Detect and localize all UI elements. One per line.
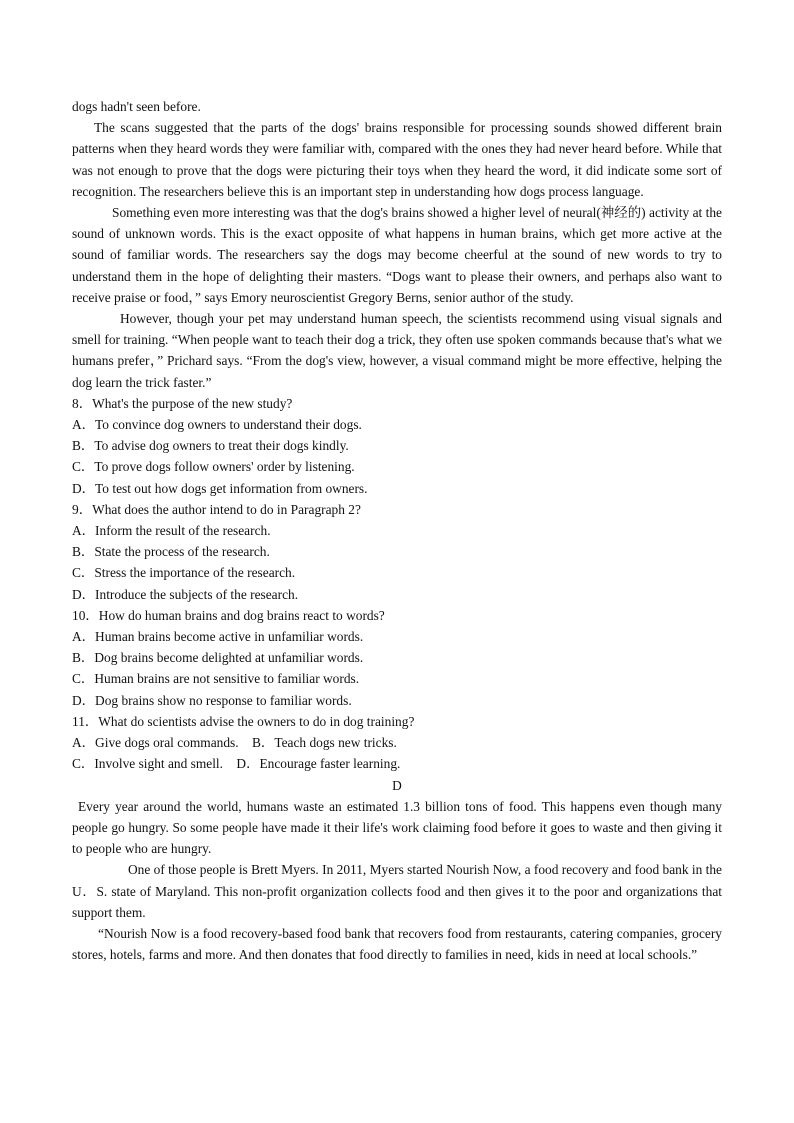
paragraph-training-advice: However, though your pet may understand human speech, the scientists recommend using visual signals and smell for training. “When people want to teach their dog a trick, they often use spoken commands because that's what we humans prefer，” Prichard says. “From the dog's view, however, a visual command might be more effective, helping the dog learn the trick faster.” [72,311,722,390]
options-row-cd: C．Involve sight and smell. D．Encourage faster learning. [72,756,401,772]
option-a: A．Human brains become active in unfamiliar words. [72,629,364,645]
question-8 [72,393,722,499]
document-page [72,96,722,965]
paragraph-nourish-now-quote: “Nourish Now is a food recovery-based food bank that recovers food from restaurants, catering companies, grocery stores, hotels, farms and more. And then donates that food directly to families in need, kids in need at local schools.” [72,925,722,963]
options-row-ab: A．Give dogs oral commands. B．Teach dogs new tricks. [72,735,397,751]
option-b: B．State the process of the research. [72,544,270,560]
paragraph-brett-myers: One of those people is Brett Myers. In 2011, Myers started Nourish Now, a food recovery and food bank in the U．S. state of Maryland. This non-profit organization collects food and then gives it to the poor and organizations that support them. [72,862,723,920]
option-c: C．To prove dogs follow owners' order by listening. [72,459,355,475]
question-11 [72,711,722,775]
option-d: D．To test out how dogs get information from owners. [72,480,368,496]
question-stem: 9．What does the author intend to do in Paragraph 2? [72,501,361,517]
question-stem: 10．How do human brains and dog brains react to words? [72,607,385,623]
paragraph-food-waste: Every year around the world, humans waste an estimated 1.3 billion tons of food. This happens even though many people go hungry. So some people have made it their life's work claiming food before it goes to waste and then giving it to people who are hungry. [72,798,722,857]
option-a: A．To convince dog owners to understand their dogs. [72,417,362,433]
option-b: B．Dog brains become delighted at unfamiliar words. [72,650,364,666]
option-c: C．Stress the importance of the research. [72,565,296,581]
section-heading-d: D [392,777,402,793]
option-a: A．Inform the result of the research. [72,523,271,539]
paragraph-continuation: dogs hadn't seen before. [72,99,201,114]
question-10 [72,605,722,711]
paragraph-scans: The scans suggested that the parts of the dogs' brains responsible for processing sounds showed different brain patterns when they heard words they were familiar with, compared with the ones they had never heard before. While that was not enough to prove that the dogs were picturing their toys when they heard the word, it did indicate some sort of recognition. The researchers believe this is an important step in understanding how dogs process language. [72,120,722,199]
question-stem: 8．What's the purpose of the new study? [72,395,293,411]
option-d: D．Introduce the subjects of the research. [72,586,299,602]
question-9 [72,499,722,605]
option-c: C．Human brains are not sensitive to familiar words. [72,671,360,687]
question-stem: 11．What do scientists advise the owners to do in dog training? [72,713,415,729]
paragraph-neural-activity: Something even more interesting was that the dog's brains showed a higher level of neural(神经的) activity at the sound of unknown words. This is the exact opposite of what happens in human brains, which get more active at the sound of familiar words. The researchers say the dogs may become cheerful at the sound of new words to try to understand them in the hope of delighting their masters. “Dogs want to please their owners, and perhaps also want to receive praise or food，” says Emory neuroscientist Gregory Berns, senior author of the study. [72,205,722,305]
option-d: D．Dog brains show no response to familiar words. [72,692,352,708]
option-b: B．To advise dog owners to treat their dogs kindly. [72,438,349,454]
